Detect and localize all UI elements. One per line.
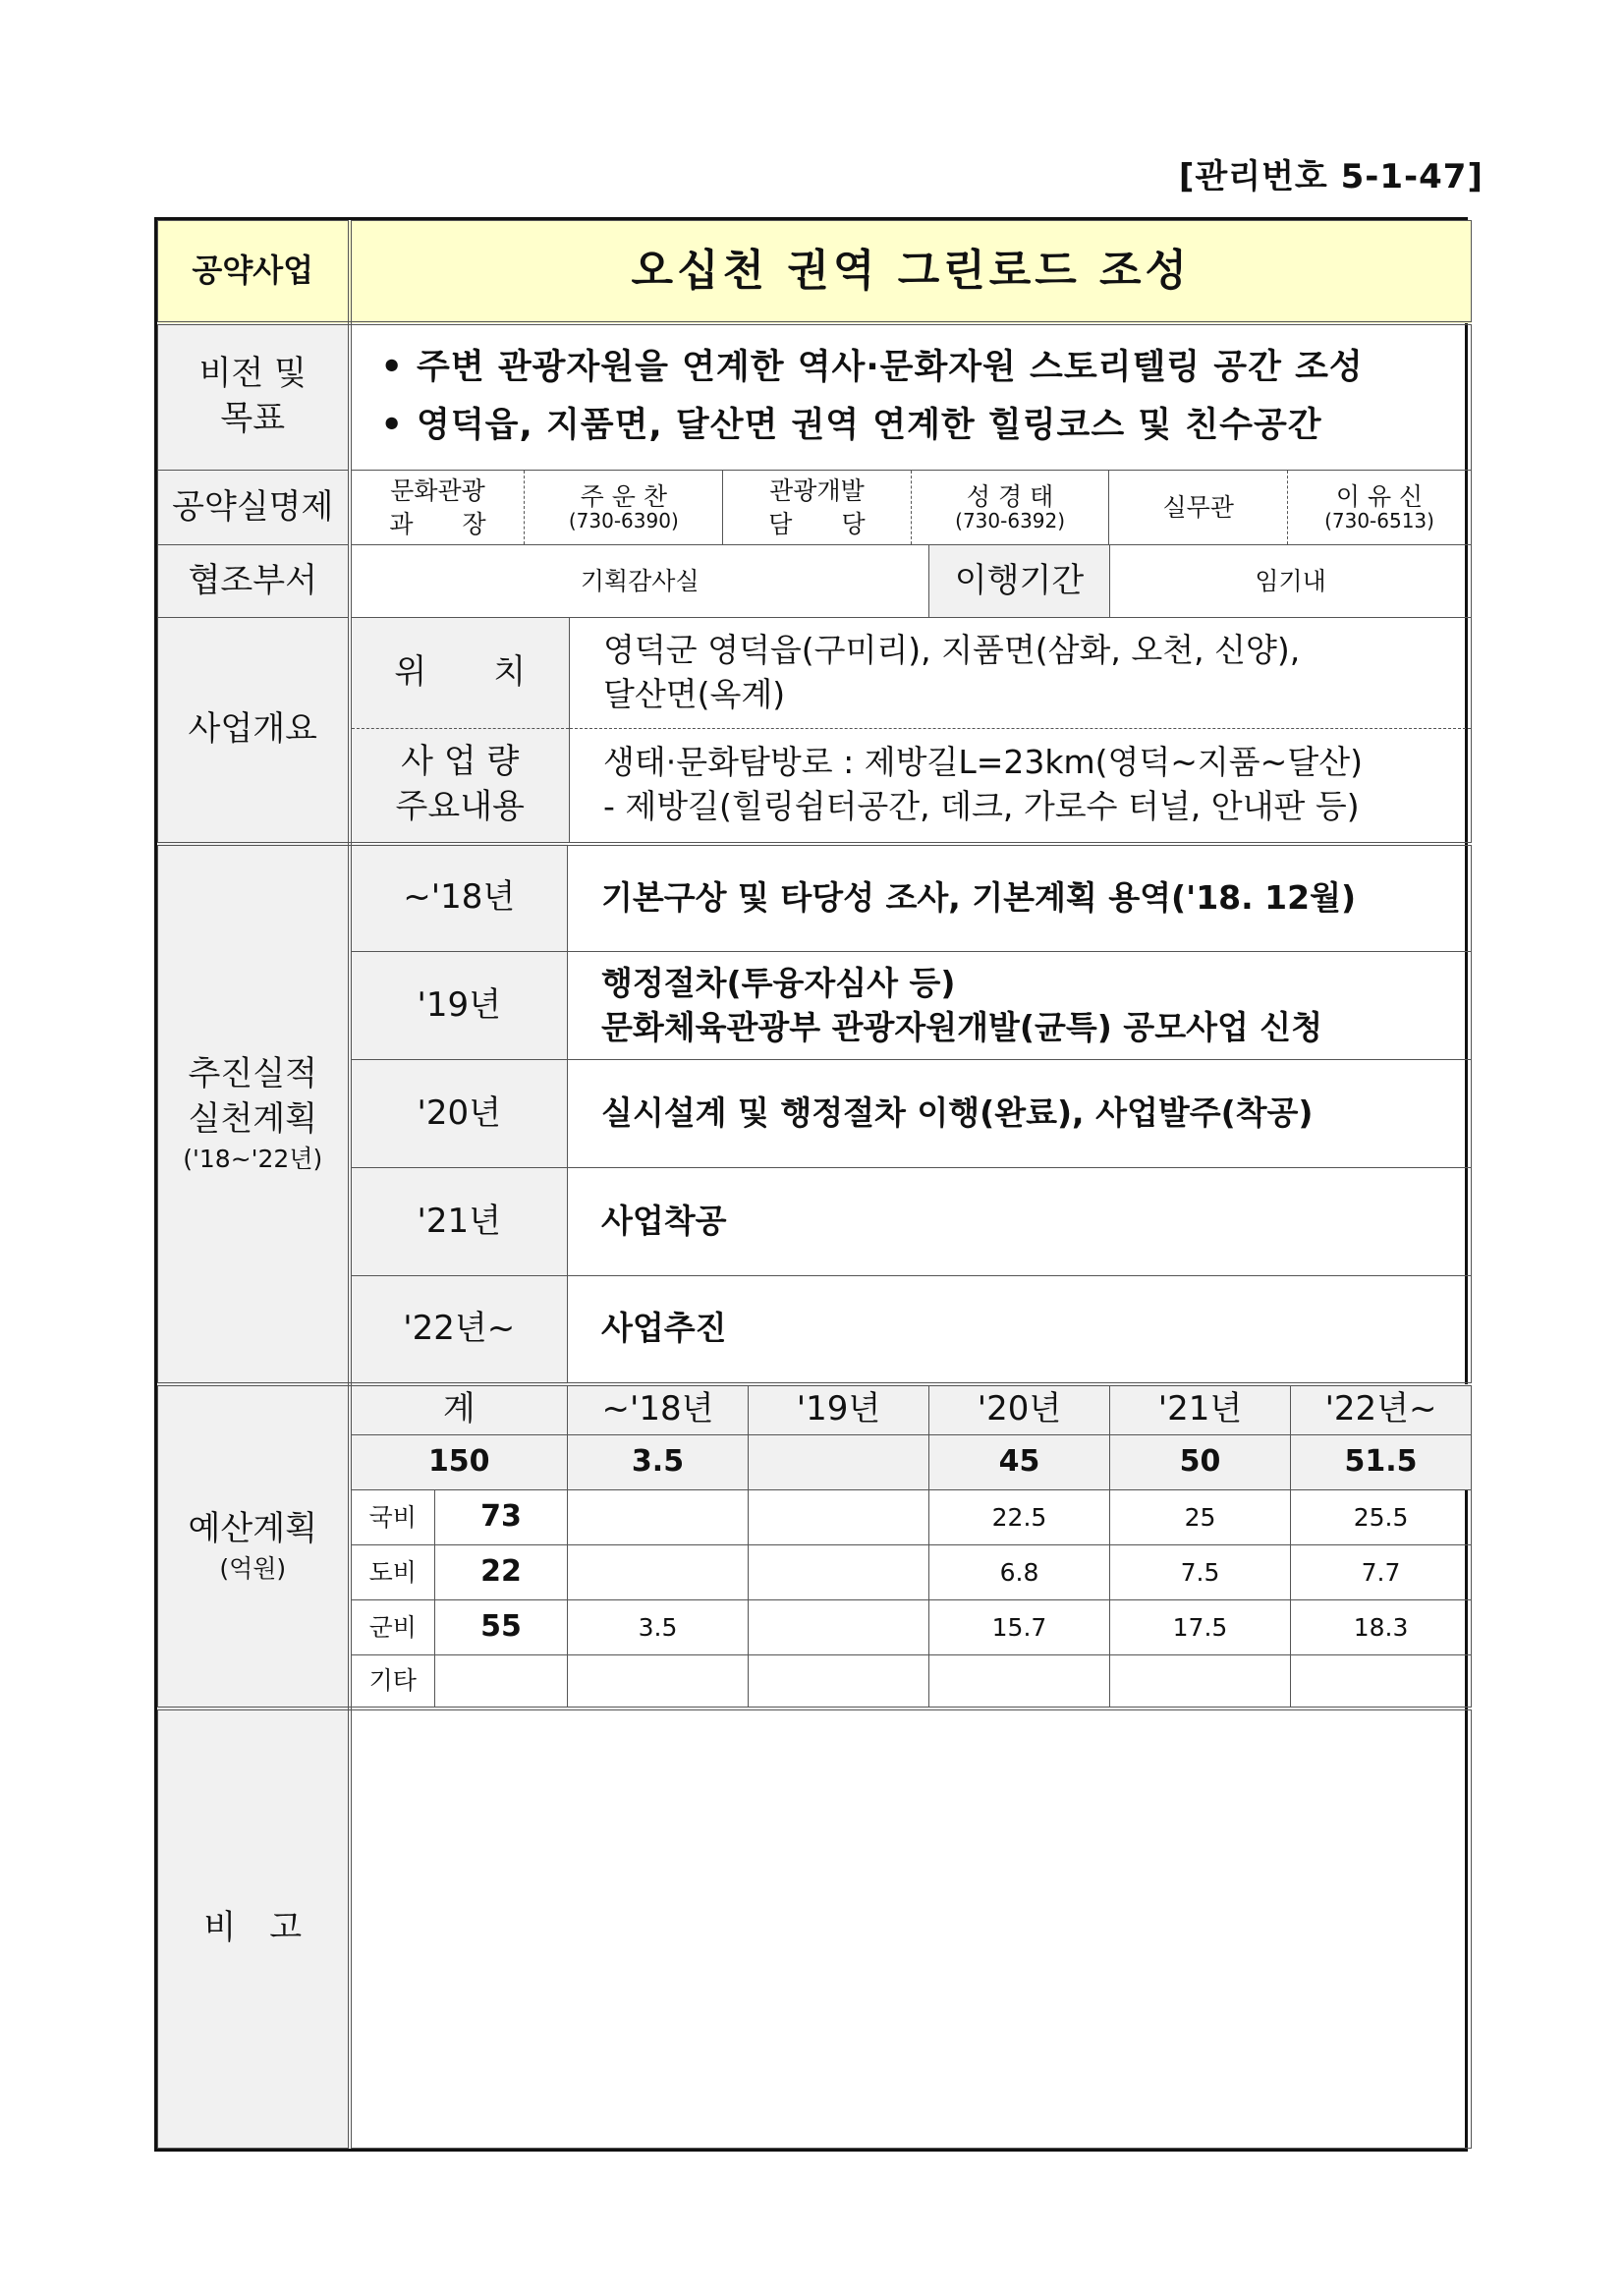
budget-total-cell: 51.5 [1291,1435,1472,1490]
staff-name-text: 이 유 신 [1335,481,1424,511]
remarks-row [158,1708,1472,2149]
management-number: [관리번호 5-1-47] [1178,157,1484,196]
project-label: 공약사업 [158,221,350,323]
progress-text-line1: 사업추진 [601,1309,727,1348]
manager-title-line1: 관광개발 [769,476,865,505]
budget-cell [749,1600,929,1655]
budget-source-sum: 22 [435,1545,568,1600]
budget-cell: 6.8 [929,1545,1110,1600]
budget-total-row [158,1435,1472,1490]
budget-unit: (억원) [219,1553,287,1583]
progress-text-line1: 행정절차(투융자심사 등) [601,963,956,1002]
progress-label-line2: 실천계획 [188,1098,317,1139]
scale-line1: 생태·문화탐방로 : 제방길L=23km(영덕~지품~달산) [603,743,1363,782]
staff-phone: (730-6513) [1324,509,1434,533]
remarks-label: 비 고 [158,1708,350,2149]
progress-label [158,844,350,1384]
manager-title [723,471,912,544]
progress-label-line3: ('18~'22년) [183,1144,323,1173]
progress-text [568,1168,1472,1276]
budget-total-cell: 50 [1110,1435,1291,1490]
chief-name-text: 주 운 찬 [580,481,667,511]
budget-source: 도비 [350,1545,435,1600]
budget-total-cell: 150 [350,1435,568,1490]
chief-phone: (730-6390) [568,509,679,533]
scale-value [570,728,1472,841]
budget-source-sum [435,1655,568,1708]
budget-header-cell: '22년~ [1291,1384,1472,1435]
cooperation-label: 협조부서 [158,545,350,618]
manager-title-line2: 담 당 [768,509,866,538]
progress-row [158,1168,1472,1276]
budget-total-cell: 3.5 [568,1435,749,1490]
progress-year: '22년~ [350,1276,568,1384]
progress-row [158,952,1472,1060]
budget-cell [929,1655,1110,1708]
budget-source-sum: 73 [435,1490,568,1545]
budget-cell: 25 [1110,1490,1291,1545]
overview-cell [350,618,1472,844]
progress-text-line1: 기본구상 및 타당성 조사, 기본계획 용역('18. 12월) [601,877,1357,917]
budget-header-cell: '21년 [1110,1384,1291,1435]
budget-source-row [158,1655,1472,1708]
budget-source: 기타 [350,1655,435,1708]
budget-source-sum: 55 [435,1600,568,1655]
budget-header-cell: '19년 [749,1384,929,1435]
project-title: 오십천 권역 그린로드 조성 [350,221,1472,323]
staff-title: 실무관 [1109,471,1288,544]
remarks-content [350,1708,1472,2149]
budget-cell: 18.3 [1291,1600,1472,1655]
budget-header-cell: ~'18년 [568,1384,749,1435]
budget-cell: 25.5 [1291,1490,1472,1545]
progress-text-line2: 문화체육관광부 관광자원개발(균특) 공모사업 신청 [601,1007,1323,1046]
manager-name-text: 성 경 태 [966,481,1054,511]
overview-label: 사업개요 [158,618,350,844]
vision-label-line2: 목표 [220,399,286,439]
progress-year: '19년 [350,952,568,1060]
scale-line2: - 제방길(힐링쉼터공간, 데크, 가로수 터널, 안내판 등) [603,787,1360,826]
period-value: 임기내 [1110,545,1472,618]
progress-label-line1: 추진실적 [188,1053,317,1093]
location-value [570,618,1472,728]
cooperation-row [158,545,1472,618]
manager-phone: (730-6392) [955,509,1066,533]
budget-cell [749,1655,929,1708]
overview-row [158,618,1472,844]
budget-cell: 17.5 [1110,1600,1291,1655]
budget-source-row [158,1600,1472,1655]
scale-label-line2: 주요내용 [395,787,525,827]
progress-text [568,844,1472,952]
location-label: 위 치 [352,618,570,728]
budget-source: 군비 [350,1600,435,1655]
progress-text [568,1060,1472,1168]
budget-header-row [158,1384,1472,1435]
budget-cell: 7.5 [1110,1545,1291,1600]
officers-label: 공약실명제 [158,471,350,545]
staff-name [1287,471,1471,544]
budget-cell [749,1545,929,1600]
progress-year: ~'18년 [350,844,568,952]
officers-row [158,471,1472,545]
title-row [158,221,1472,323]
progress-row [158,844,1472,952]
officers-cell [350,471,1472,545]
budget-cell [1291,1655,1472,1708]
vision-label-line1: 비전 및 [198,354,307,394]
vision-goal-item: • 주변 관광자원을 연계한 역사·문화자원 스토리텔링 공간 조성 [380,348,1364,387]
progress-row [158,1060,1472,1168]
progress-row [158,1276,1472,1384]
budget-cell: 22.5 [929,1490,1110,1545]
period-label: 이행기간 [929,545,1110,618]
location-line1: 영덕군 영덕읍(구미리), 지품면(삼화, 오천, 신양), [603,631,1301,670]
budget-cell: 7.7 [1291,1545,1472,1600]
progress-year: '21년 [350,1168,568,1276]
progress-text-line1: 실시설계 및 행정절차 이행(완료), 사업발주(착공) [601,1093,1314,1133]
budget-cell: 3.5 [568,1600,749,1655]
budget-label-text: 예산계획 [188,1508,317,1548]
budget-source-row [158,1545,1472,1600]
progress-text [568,952,1472,1060]
vision-goals [350,323,1472,471]
project-table [157,220,1472,2149]
manager-name [911,471,1109,544]
location-line2: 달산면(옥계) [603,674,786,713]
chief-title-line2: 과 장 [389,509,486,538]
progress-text-line1: 사업착공 [601,1202,727,1241]
officers-inner [352,471,1472,544]
chief-name [525,471,723,544]
budget-cell: 15.7 [929,1600,1110,1655]
budget-cell [1110,1655,1291,1708]
scale-label-line1: 사 업 량 [401,742,520,782]
budget-cell [568,1655,749,1708]
budget-header-cell: '20년 [929,1384,1110,1435]
budget-cell [568,1545,749,1600]
budget-label [158,1384,350,1708]
progress-year: '20년 [350,1060,568,1168]
vision-label [158,323,350,471]
budget-total-cell: 45 [929,1435,1110,1490]
scale-label [352,728,570,841]
vision-row [158,323,1472,471]
overview-inner [352,618,1472,842]
chief-title-line1: 문화관광 [390,476,485,505]
cooperation-dept: 기획감사실 [350,545,929,618]
progress-text [568,1276,1472,1384]
vision-goal-item: • 영덕읍, 지품면, 달산면 권역 연계한 힐링코스 및 친수공간 [380,406,1322,446]
budget-cell [568,1490,749,1545]
chief-title [352,471,525,544]
budget-header-cell: 계 [350,1384,568,1435]
pledge-project-sheet [154,217,1468,2152]
budget-source-row [158,1490,1472,1545]
budget-total-cell [749,1435,929,1490]
budget-cell [749,1490,929,1545]
budget-source: 국비 [350,1490,435,1545]
